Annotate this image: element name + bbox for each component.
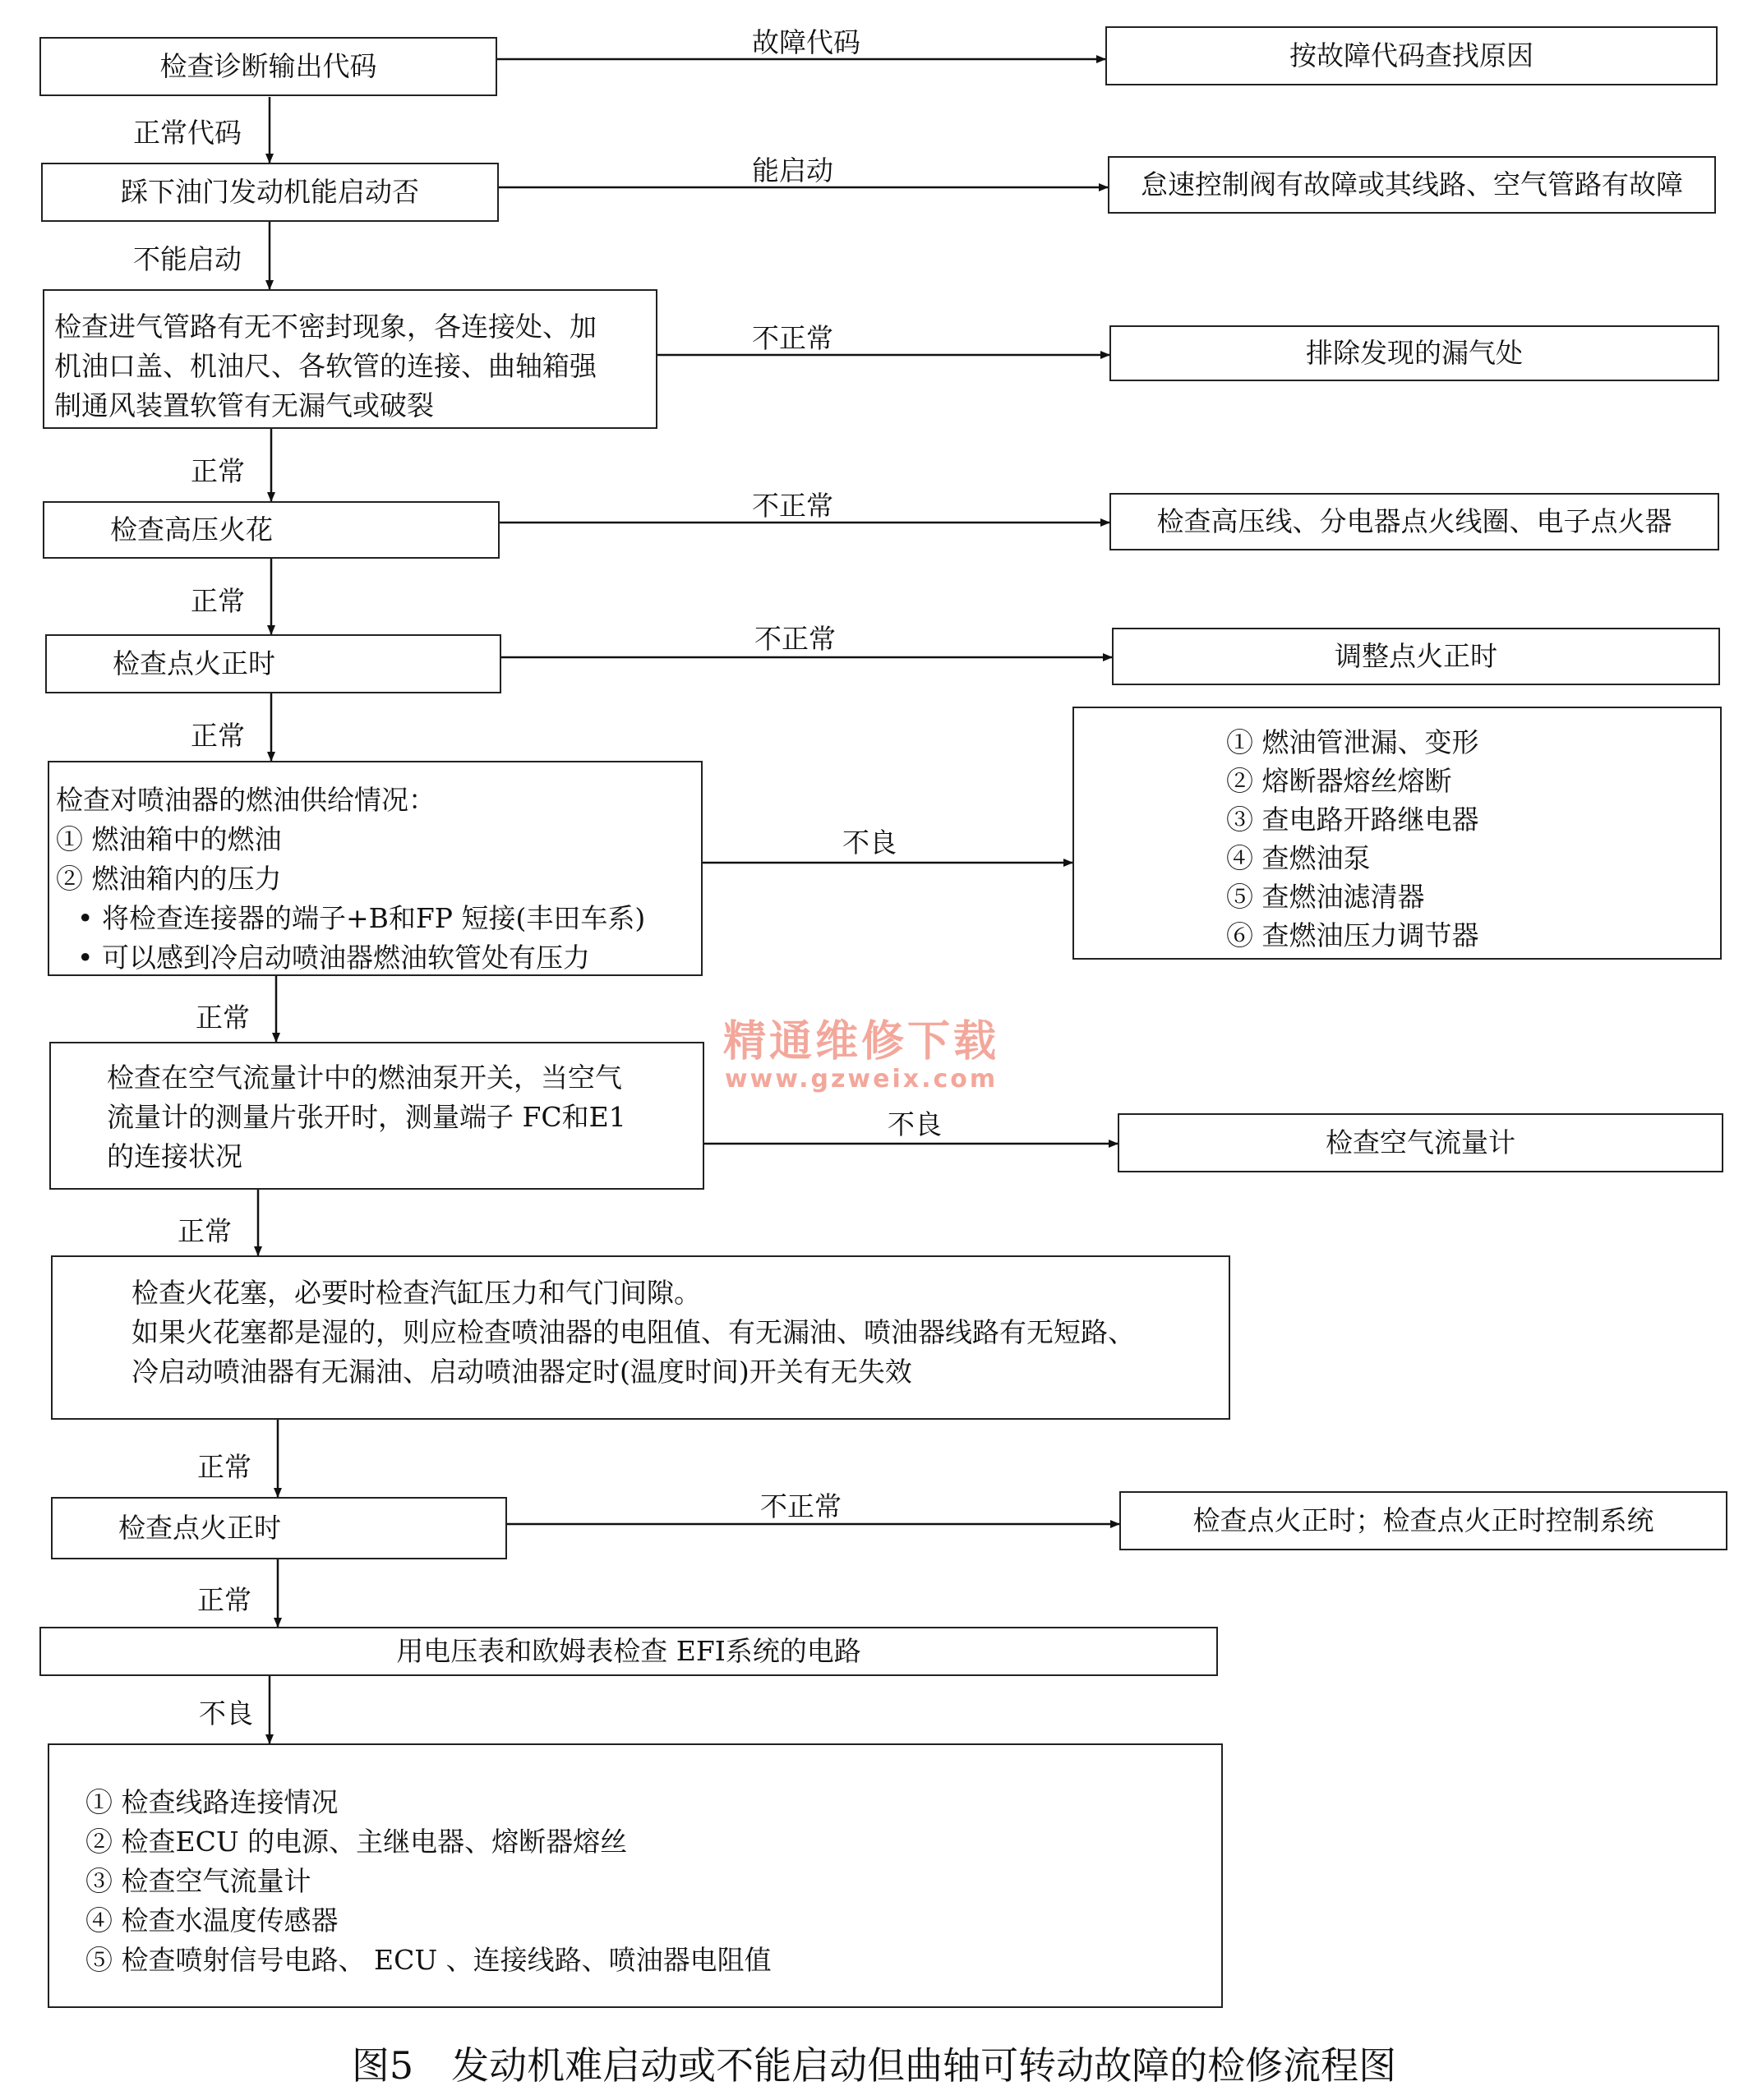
step-check-fuel-supply-line: ② 燃油箱内的压力 xyxy=(56,863,282,895)
result-find-cause-by-code xyxy=(1105,26,1718,85)
label-bad: 不良 xyxy=(888,1108,942,1140)
label-can-start: 能启动 xyxy=(752,154,833,187)
step-check-spark-plugs xyxy=(51,1255,1230,1420)
step-check-efi-circuit xyxy=(39,1627,1218,1676)
step-efi-fault-checks-line: ① 检查线路连接情况 xyxy=(85,1786,339,1818)
step-check-intake-leak xyxy=(43,289,657,429)
step-press-throttle-text: 踩下油门发动机能启动否 xyxy=(121,176,419,208)
step-check-hv-spark xyxy=(43,501,500,559)
label-normal: 正常 xyxy=(191,585,245,617)
step-check-spark-plugs-line: 检查火花塞，必要时检查汽缸压力和气门间隙。 xyxy=(131,1277,701,1309)
step-check-fuel-supply-line: ① 燃油箱中的燃油 xyxy=(56,823,282,855)
result-idle-valve-fault-text: 怠速控制阀有故障或其线路、空气管路有故障 xyxy=(1141,168,1683,200)
step-efi-fault-checks-line: ② 检查ECU 的电源、主继电器、熔断器熔丝 xyxy=(85,1826,628,1858)
label-normal: 正常 xyxy=(191,455,245,487)
result-check-air-flow-meter xyxy=(1118,1113,1723,1172)
label-abnormal: 不正常 xyxy=(754,623,836,655)
result-fuel-system-checks xyxy=(1072,707,1722,960)
step-check-fuel-pump-switch-line: 检查在空气流量计中的燃油泵开关，当空气 xyxy=(107,1062,622,1094)
step-check-ignition-timing-text: 检查点火正时 xyxy=(113,647,275,679)
step-check-spark-plugs-line: 如果火花塞都是湿的，则应检查喷油器的电阻值、有无漏油、喷油器线路有无短路、 xyxy=(131,1316,1135,1348)
step-check-intake-leak-line: 机油口盖、机油尺、各软管的连接、曲轴箱强 xyxy=(54,350,597,382)
label-bad: 不良 xyxy=(199,1697,253,1729)
label-normal-code: 正常代码 xyxy=(133,117,242,149)
result-check-air-flow-meter-text: 检查空气流量计 xyxy=(1326,1126,1515,1158)
result-find-cause-by-code-text: 按故障代码查找原因 xyxy=(1289,39,1534,71)
step-efi-fault-checks xyxy=(48,1743,1223,2008)
watermark-title: 精通维修下载 xyxy=(723,1017,1000,1066)
step-recheck-ignition-timing xyxy=(51,1497,507,1559)
step-check-fuel-pump-switch xyxy=(49,1042,704,1190)
step-check-spark-plugs-line: 冷启动喷油器有无漏油、启动喷油器定时(温度时间)开关有无失效 xyxy=(131,1356,912,1388)
result-fuel-system-checks-line: ② 熔断器熔丝熔断 xyxy=(1226,765,1452,797)
label-abnormal: 不正常 xyxy=(752,322,833,354)
label-bad: 不良 xyxy=(842,827,897,859)
result-fuel-system-checks-line: ① 燃油管泄漏、变形 xyxy=(1226,726,1479,758)
label-normal: 正常 xyxy=(191,720,245,752)
label-cannot-start: 不能启动 xyxy=(133,243,242,275)
step-check-intake-leak-line: 检查进气管路有无不密封现象，各连接处、加 xyxy=(54,311,597,343)
result-fuel-system-checks-line: ⑤ 查燃油滤清器 xyxy=(1226,881,1425,913)
step-check-intake-leak-line: 制通风装置软管有无漏气或破裂 xyxy=(54,389,434,421)
step-check-fuel-supply-line: • 可以感到冷启动喷油器燃油软管处有压力 xyxy=(77,942,590,974)
result-fuel-system-checks-line: ④ 查燃油泵 xyxy=(1226,842,1371,874)
step-press-throttle xyxy=(41,163,499,222)
result-adjust-ignition-timing-text: 调整点火正时 xyxy=(1335,640,1497,672)
watermark xyxy=(723,1006,999,1094)
label-abnormal: 不正常 xyxy=(760,1490,842,1522)
watermark-url: www.gzweix.com xyxy=(724,1065,999,1094)
step-check-fuel-supply-line: • 将检查连接器的端子+B和FP 短接(丰田车系) xyxy=(77,902,646,934)
result-idle-valve-fault xyxy=(1108,156,1716,214)
result-fuel-system-checks-line: ⑥ 查燃油压力调节器 xyxy=(1226,919,1479,951)
step-recheck-ignition-timing-text: 检查点火正时 xyxy=(118,1512,281,1544)
step-check-efi-circuit-text: 用电压表和欧姆表检查 EFI系统的电路 xyxy=(396,1635,861,1667)
result-adjust-ignition-timing xyxy=(1112,628,1720,685)
result-fuel-system-checks-line: ③ 查电路开路继电器 xyxy=(1226,804,1479,836)
figure-caption: 图5 发动机难启动或不能启动但曲轴可转动故障的检修流程图 xyxy=(351,2043,1397,2088)
label-normal: 正常 xyxy=(197,1584,251,1616)
step-check-fuel-pump-switch-line: 流量计的测量片张开时，测量端子 FC和E1 xyxy=(107,1101,626,1133)
result-check-ignition-control-text: 检查点火正时；检查点火正时控制系统 xyxy=(1192,1504,1654,1536)
result-check-ignition-control xyxy=(1119,1491,1727,1550)
step-check-ignition-timing xyxy=(45,634,501,693)
label-normal: 正常 xyxy=(197,1451,251,1483)
step-check-diagnostic-code xyxy=(39,37,497,96)
step-check-fuel-pump-switch-line: 的连接状况 xyxy=(107,1140,242,1172)
result-check-hv-wires-coil xyxy=(1109,493,1719,550)
result-fix-air-leak xyxy=(1109,325,1719,381)
label-normal: 正常 xyxy=(178,1215,232,1247)
label-fault-code: 故障代码 xyxy=(752,26,860,58)
label-normal: 正常 xyxy=(196,1002,250,1034)
step-check-hv-spark-text: 检查高压火花 xyxy=(110,513,273,546)
step-efi-fault-checks-line: ④ 检查水温度传感器 xyxy=(85,1904,339,1937)
step-efi-fault-checks-line: ③ 检查空气流量计 xyxy=(85,1865,311,1897)
step-check-fuel-supply xyxy=(48,761,703,976)
step-check-diagnostic-code-text: 检查诊断输出代码 xyxy=(159,50,377,82)
step-efi-fault-checks-line: ⑤ 检查喷射信号电路、 ECU 、连接线路、喷油器电阻值 xyxy=(85,1944,772,1976)
label-abnormal: 不正常 xyxy=(752,490,833,522)
result-fix-air-leak-text: 排除发现的漏气处 xyxy=(1306,337,1523,369)
result-check-hv-wires-coil-text: 检查高压线、分电器点火线圈、电子点火器 xyxy=(1156,505,1672,537)
step-check-fuel-supply-line: 检查对喷油器的燃油供给情况： xyxy=(56,784,436,816)
